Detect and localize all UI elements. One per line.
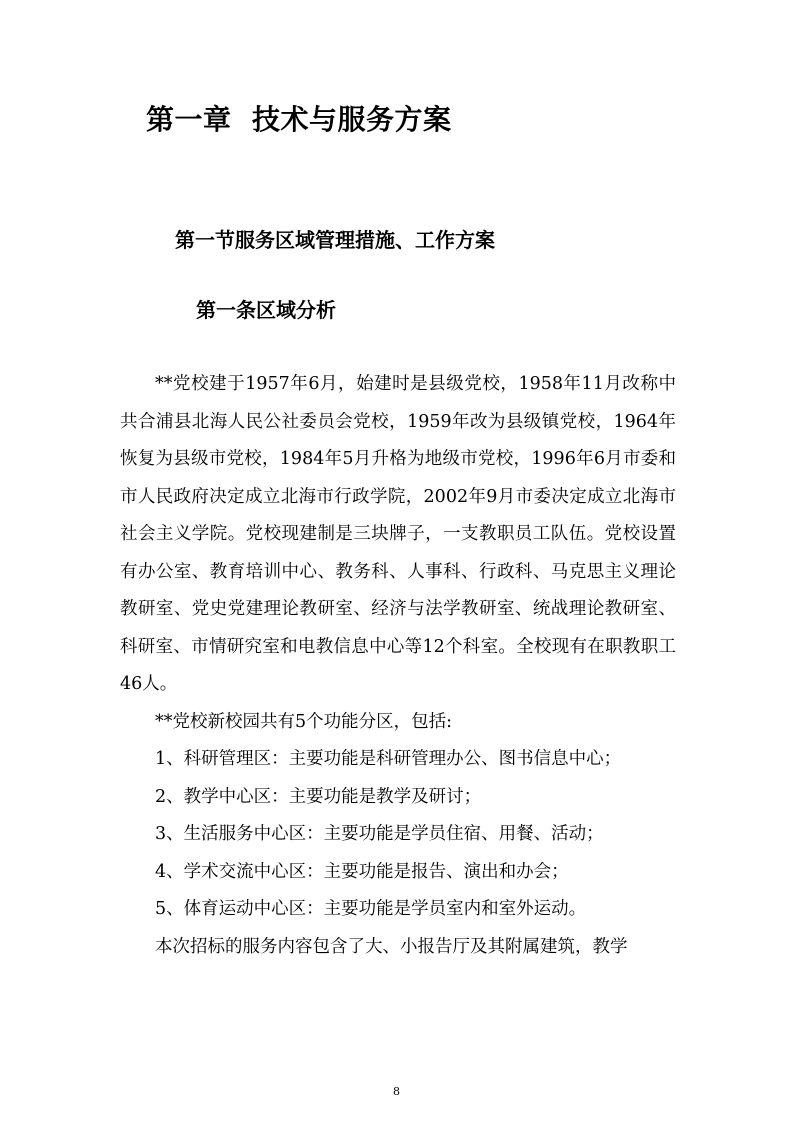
body-text (120, 366, 676, 966)
article-title: 第一条区域分析 (196, 298, 336, 322)
list-item-zone-2: 2、教学中心区：主要功能是教学及研讨； (155, 786, 482, 807)
list-item-zone-3: 3、生活服务中心区：主要功能是学员住宿、用餐、活动； (155, 824, 604, 844)
section-title: 第一节服务区域管理措施、工作方案 (175, 228, 495, 252)
paragraph-campus-zones-intro: **党校新校园共有5个功能分区，包括: (155, 711, 453, 732)
chapter-title: 第一章 技术与服务方案 (146, 103, 452, 136)
page-number: 8 (393, 1085, 400, 1098)
list-item-zone-1: 1、科研管理区：主要功能是科研管理办公、图书信息中心； (155, 749, 622, 769)
list-item-zone-4: 4、学术交流中心区：主要功能是报告、演出和办会； (155, 861, 569, 882)
paragraph-tender-scope: 本次招标的服务内容包含了大、小报告厅及其附属建筑，教学 (155, 936, 628, 957)
paragraph-history: **党校建于1957年6月，始建时是县级党校，1958年11月改称中共合浦县北海人民公社委员会党校，1959年改为县级镇党校，1964年恢复为县级市党校，1984年5月升格为地级市党校，1996年6月市委和市人民政府决定成立北海市行政学院，2002年9月市委决定成立北海市社会主义学院。党校现建制是三块牌子，一支教职员工队伍。党校设置有办公室、教育培训中心、教务科、人事科、行政科、马克思主义理论教研室、党史党建理论教研室、经济与法学教研室、统战理论教研室、科研室、市情研究室和电教信息中心等12个科室。全校现有在职教职工46人。 (120, 374, 676, 694)
list-item-zone-5: 5、体育运动中心区：主要功能是学员室内和室外运动。 (155, 899, 587, 919)
